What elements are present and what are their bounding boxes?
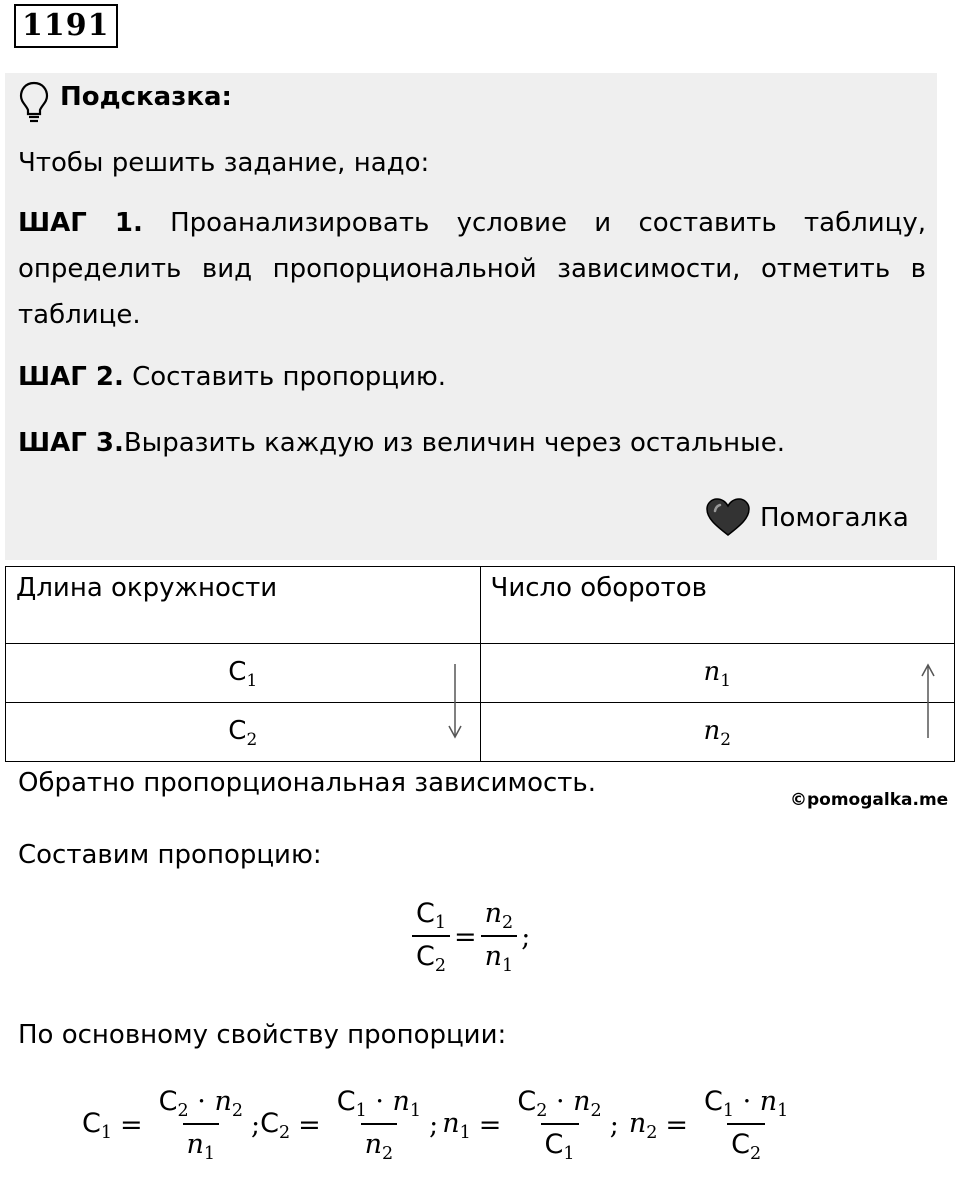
table-row xyxy=(6,703,955,762)
hint-step-3 xyxy=(18,420,785,466)
hint-step-2 xyxy=(18,354,446,400)
copyright: ©pomogalka.me xyxy=(790,790,949,810)
table-cell-n1: $n_1$ xyxy=(480,644,955,703)
fraction: $\frac{C_1 \cdot n_1}{n_2}$ xyxy=(336,1086,422,1165)
step-3-label: ШАГ 3. xyxy=(18,428,124,458)
fraction: $\frac{C_2 \cdot n_2}{n_1}$ xyxy=(158,1086,243,1165)
conclusion-text: Обратно пропорциональная зависимость. xyxy=(18,768,597,798)
task-number: 1191 xyxy=(14,4,118,48)
table-cell-c2: $C_2$ xyxy=(6,703,481,762)
fraction: $\frac{C_2 \cdot n_2}{C_1}$ xyxy=(517,1086,602,1165)
step-3-text: Выразить каждую из величин через остальные. xyxy=(123,428,785,458)
arrow-down-icon xyxy=(440,660,470,742)
table-cell-c1: $C_1$ xyxy=(6,644,481,703)
table-row xyxy=(6,644,955,703)
table-cell-n2: $n_2$ xyxy=(480,703,955,762)
solutions-equation: $C_1$ = $\frac{C_2 \cdot n_2}{n_1}$ ; $C_2$ = $\frac{C_1 \cdot n_1}{n_2}$ ; $n_1$ = $\frac{C_2 \cdot n_2}{C_1}$ ; $n_2$ = $\frac{C_1 \cdot n_1}{C_2}$ xyxy=(82,1086,796,1164)
step-1-label: ШАГ 1. xyxy=(18,208,143,238)
step-1-text: Проанализировать условие и составить таблицу, определить вид пропорциональной зависимости, отметить в таблице. xyxy=(18,208,926,330)
data-table xyxy=(5,566,955,762)
proportion-equation: $\frac{C_1}{C_2}$ = $\frac{n_2}{n_1}$ ; xyxy=(408,898,530,976)
lightbulb-icon xyxy=(18,80,50,124)
fraction: $\frac{C_1 \cdot n_1}{C_2}$ xyxy=(703,1086,789,1165)
fraction: $\frac{C_1}{C_2}$ xyxy=(412,898,450,976)
fraction: $\frac{n_2}{n_1}$ xyxy=(481,898,518,976)
hint-title: Подсказка: xyxy=(60,82,232,112)
compose-text: Составим пропорцию: xyxy=(18,840,322,870)
main-property-text: По основному свойству пропорции: xyxy=(18,1020,507,1050)
hint-intro: Чтобы решить задание, надо: xyxy=(18,148,430,178)
table-header-length: Длина окружности xyxy=(6,567,481,644)
table-header-turns: Число оборотов xyxy=(480,567,955,644)
heart-icon xyxy=(705,497,751,537)
arrow-up-icon xyxy=(913,660,943,742)
step-2-text: Составить пропорцию. xyxy=(123,362,447,392)
step-2-label: ШАГ 2. xyxy=(18,362,124,392)
hint-step-1 xyxy=(18,200,926,338)
brand-label: Помогалка xyxy=(760,503,909,533)
